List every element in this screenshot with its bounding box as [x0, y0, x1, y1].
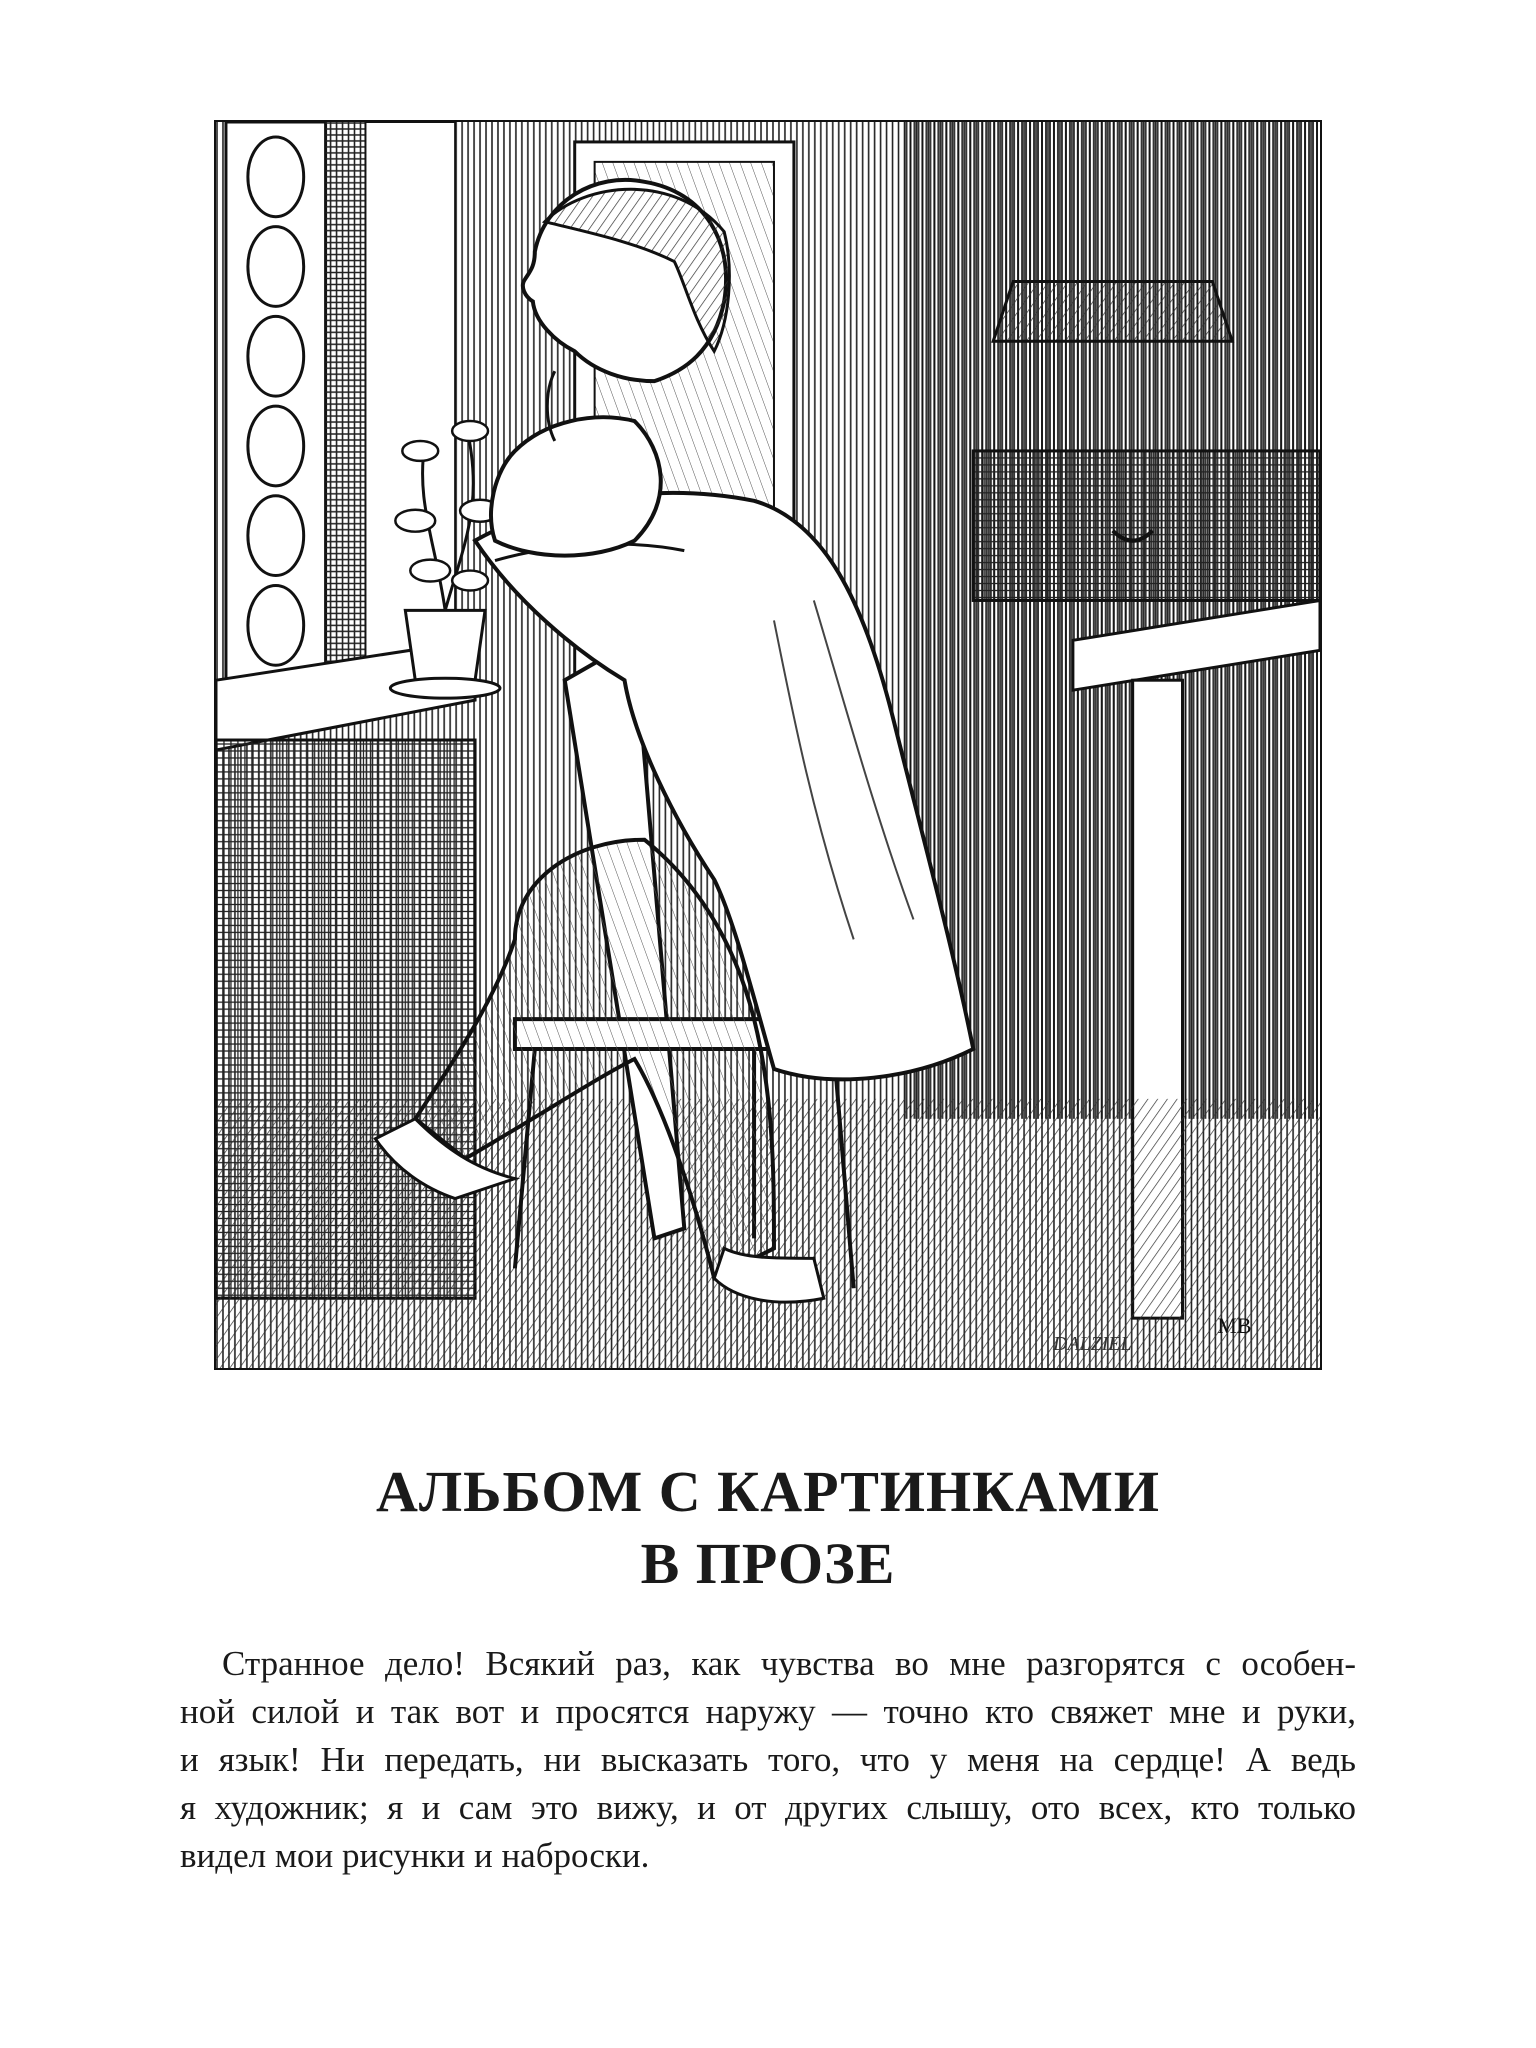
illustration-monogram: MB: [1217, 1313, 1252, 1339]
engraving-man-on-chair-icon: [216, 122, 1320, 1368]
engraving-illustration: [214, 120, 1322, 1370]
chapter-title-line-2: В ПРОЗЕ: [640, 1531, 896, 1596]
chapter-title-line-1: АЛЬБОМ С КАРТИНКАМИ: [376, 1459, 1160, 1524]
paragraph-line: я художник; я и сам это вижу, и от других слышу, ото всех, кто только: [180, 1788, 1356, 1827]
body-paragraph: [180, 1640, 1356, 1880]
paragraph-line: и язык! Ни передать, ни высказать того, что у меня на сердце! А ведь: [180, 1740, 1356, 1779]
paragraph-line: видел мои рисунки и наброски.: [180, 1836, 650, 1875]
paragraph-line: ной силой и так вот и просятся наружу — точно кто свяжет мне и руки,: [180, 1692, 1356, 1731]
illustration-signature: DALZIEL: [1052, 1333, 1132, 1356]
paragraph-line: Странное дело! Всякий раз, как чувства во мне разгорятся с особен-: [222, 1644, 1356, 1683]
